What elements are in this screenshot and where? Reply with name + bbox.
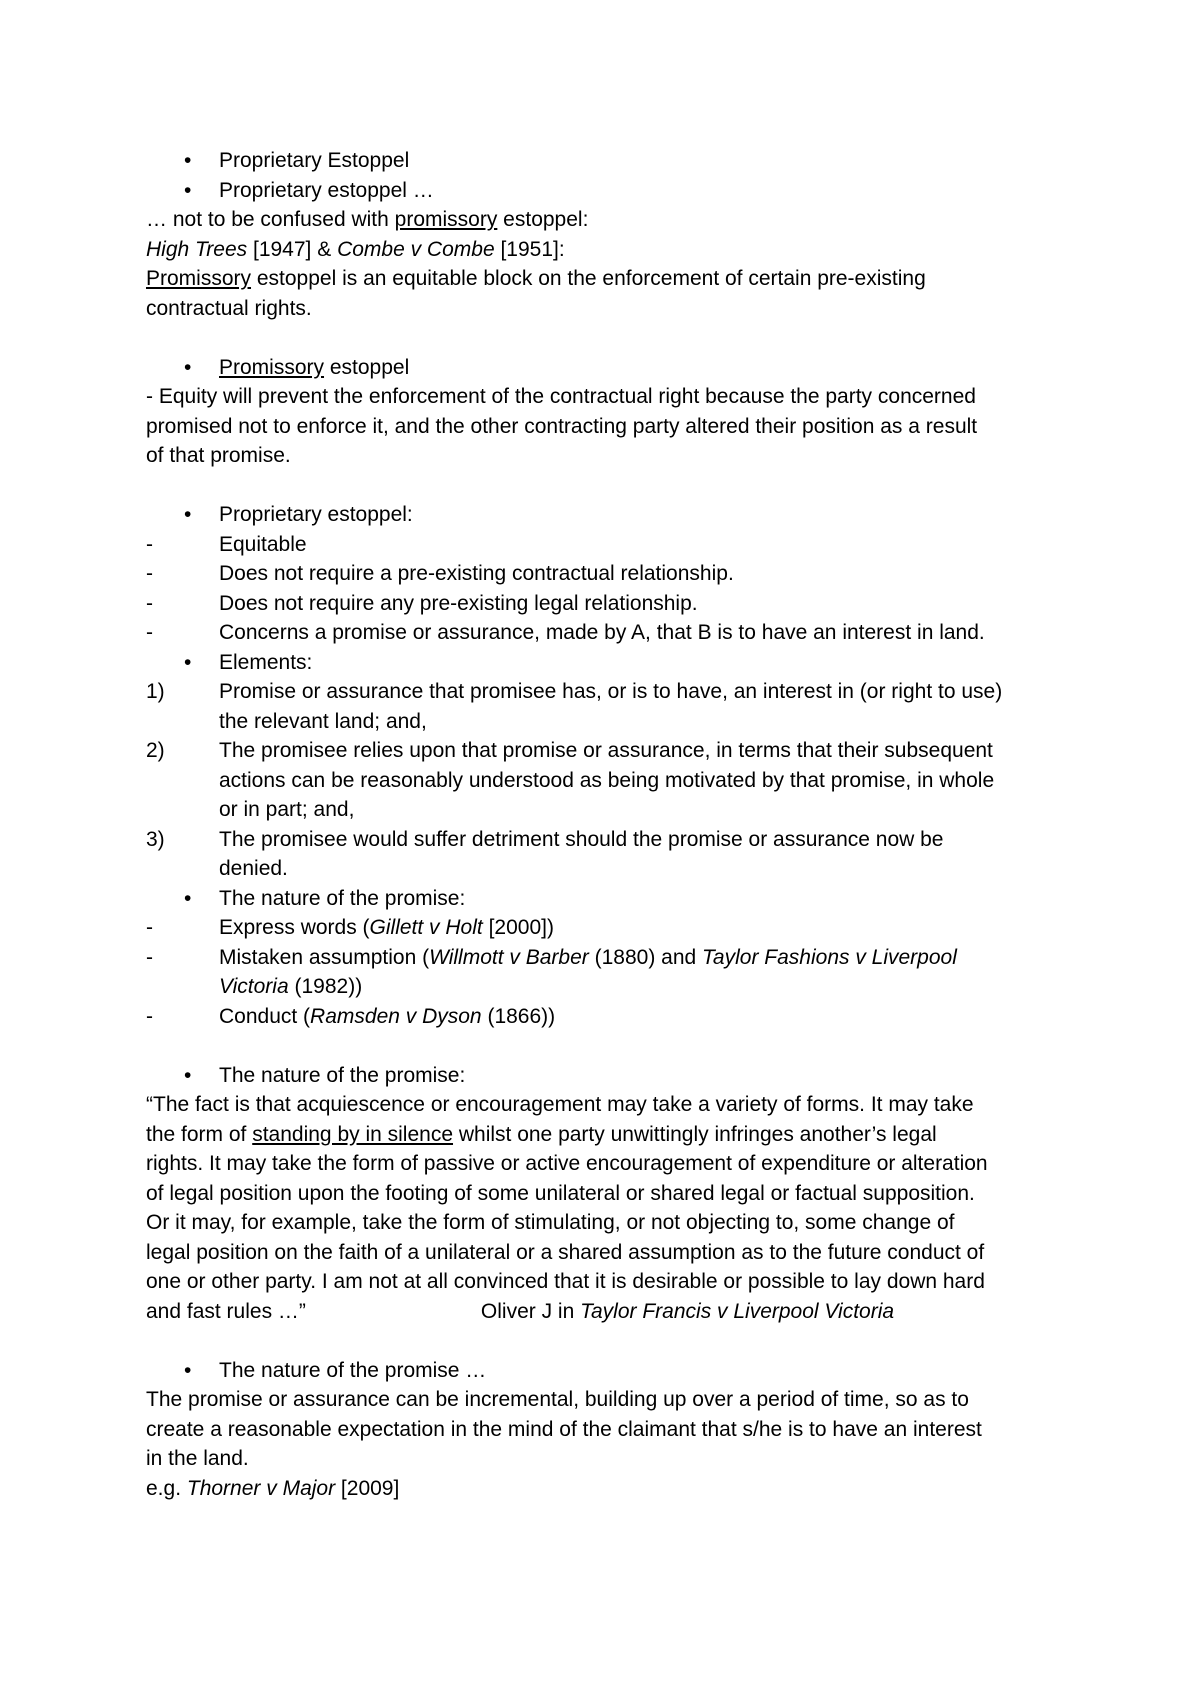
dash-mark: - [146, 1004, 153, 1028]
bullet-text: The nature of the promise: [219, 886, 466, 910]
numbered-item-continuation [146, 707, 1066, 737]
item-text: or in part; and, [219, 798, 355, 821]
bullet-item [146, 1061, 1066, 1091]
bullet-text: Proprietary estoppel: [219, 503, 413, 526]
blank-line [146, 323, 1066, 353]
bullet-mark: • [184, 1063, 192, 1087]
paragraph-line [146, 264, 1066, 294]
dash-mark: - [146, 621, 153, 644]
text: and fast rules …” [146, 1299, 306, 1323]
blank-line [146, 471, 1066, 501]
dash-item [146, 1002, 1066, 1032]
item-text: Promise or assurance that promisee has, or is to have, an interest in (or right to use) [219, 680, 1003, 703]
dash-item [146, 530, 1066, 560]
numbered-item [146, 677, 1066, 707]
bullet-item [146, 146, 1066, 176]
case-name: Ramsden v Dyson [310, 1004, 482, 1028]
numbered-item-continuation [146, 854, 1066, 884]
bullet-text: Elements: [219, 650, 313, 674]
case-name: Willmott v Barber [429, 945, 589, 969]
text: (1880) and [588, 945, 703, 969]
bullet-item [146, 1356, 1066, 1386]
bullet-mark: • [184, 355, 192, 379]
case-name: Thorner v Major [186, 1476, 336, 1500]
item-number: 2) [146, 739, 165, 762]
paragraph-line [146, 235, 1066, 265]
dash-item [146, 618, 1066, 648]
case-name: Gillett v Holt [369, 916, 483, 939]
case-name: Victoria [219, 975, 289, 998]
dash-mark: - [146, 945, 153, 969]
text: Mistaken assumption ( [219, 945, 430, 969]
numbered-item [146, 825, 1066, 855]
numbered-item [146, 736, 1066, 766]
paragraph-line: in the land. [146, 1447, 249, 1470]
text: whilst one party unwittingly infringes another’s legal [453, 1122, 937, 1146]
quote-line: of legal position upon the footing of some unilateral or shared legal or factual supposition. [146, 1181, 975, 1205]
bullet-text: Proprietary Estoppel [219, 149, 410, 172]
paragraph-line: create a reasonable expectation in the mind of the claimant that s/he is to have an interest [146, 1417, 982, 1441]
text: [1951]: [494, 237, 565, 261]
item-text: actions can be reasonably understood as being motivated by that promise, in whole [219, 768, 995, 792]
bullet-mark: • [184, 149, 192, 172]
bullet-mark: • [184, 1358, 192, 1382]
bullet-text: The nature of the promise: [219, 1063, 466, 1087]
bullet-mark: • [184, 503, 192, 526]
paragraph-line: The promise or assurance can be incremental, building up over a period of time, so as to [146, 1388, 969, 1411]
bullet-mark: • [184, 886, 192, 910]
paragraph-line: of that promise. [146, 444, 291, 467]
quote-attribution [481, 1297, 894, 1327]
paragraph-line: contractual rights. [146, 296, 312, 320]
quote-line [146, 1297, 1066, 1327]
quote-line: “The fact is that acquiescence or encouragement may take a variety of forms. It may take [146, 1093, 974, 1116]
dash-item [146, 943, 1066, 973]
text: [1947] & [247, 237, 338, 261]
bullet-text: The nature of the promise … [219, 1358, 487, 1382]
quote-line: Or it may, for example, take the form of stimulating, or not objecting to, some change of [146, 1211, 955, 1234]
dash-text: Equitable [219, 532, 307, 556]
text: Express words ( [219, 916, 370, 939]
underlined-text: promissory [394, 208, 498, 231]
blank-line [146, 1031, 1066, 1061]
dash-item [146, 913, 1066, 943]
paragraph-line [146, 205, 1066, 235]
case-name: Combe v Combe [337, 237, 495, 261]
numbered-item-continuation [146, 795, 1066, 825]
text: estoppel is an equitable block on the enforcement of certain pre-existing [251, 267, 926, 290]
dash-text: Does not require a pre-existing contractual relationship. [219, 562, 734, 585]
bullet-item [146, 500, 1066, 530]
text: (1982)) [288, 975, 363, 998]
bullet-item [146, 648, 1066, 678]
underlined-text: standing by in silence [252, 1122, 454, 1146]
bullet-mark: • [184, 178, 192, 202]
paragraph-line: promised not to enforce it, and the other contracting party altered their position as a result [146, 414, 978, 438]
item-text: the relevant land; and, [219, 709, 427, 733]
quote-line: one or other party. I am not at all convinced that it is desirable or possible to lay down hard [146, 1270, 985, 1293]
bullet-item [146, 353, 1066, 383]
quote-line: legal position on the faith of a unilateral or a shared assumption as to the future conduct of [146, 1240, 985, 1264]
numbered-item-continuation [146, 766, 1066, 796]
blank-line [146, 1326, 1066, 1356]
paragraph-line [146, 1474, 1066, 1504]
dash-text: Concerns a promise or assurance, made by A, that B is to have an interest in land. [219, 621, 985, 644]
text: e.g. [146, 1476, 187, 1500]
text: [2009] [335, 1476, 400, 1500]
dash-mark: - [146, 916, 153, 939]
case-name: Taylor Francis v Liverpool Victoria [580, 1299, 895, 1323]
bullet-mark: • [184, 650, 192, 674]
item-text: denied. [219, 857, 288, 880]
case-name: High Trees [146, 237, 248, 261]
dash-mark: - [146, 532, 153, 556]
text: (1866)) [481, 1004, 556, 1028]
item-number: 3) [146, 827, 165, 851]
item-text: The promisee relies upon that promise or assurance, in terms that their subsequent [219, 739, 993, 762]
text: [2000]) [482, 916, 554, 939]
quote-line [146, 1120, 1066, 1150]
dash-mark: - [146, 591, 153, 615]
dash-item-continuation [146, 972, 1066, 1002]
document-body [146, 146, 1066, 1503]
quote-line: rights. It may take the form of passive or active encouragement of expenditure or alteration [146, 1152, 988, 1175]
text: … not to be confused with [146, 208, 395, 231]
dash-mark: - [146, 562, 153, 585]
dash-item [146, 589, 1066, 619]
text: estoppel: [497, 208, 589, 231]
bullet-text: estoppel [324, 355, 410, 379]
paragraph-line: - Equity will prevent the enforcement of the contractual right because the party concerned [146, 385, 976, 408]
bullet-item [146, 884, 1066, 914]
bullet-item [146, 176, 1066, 206]
text: the form of [146, 1122, 253, 1146]
item-number: 1) [146, 680, 165, 703]
text: Oliver J in [480, 1299, 581, 1323]
case-name: Taylor Fashions v Liverpool [702, 945, 957, 969]
text: Conduct ( [219, 1004, 311, 1028]
item-text: The promisee would suffer detriment should the promise or assurance now be [219, 827, 944, 851]
underlined-text: Promissory [146, 267, 252, 290]
dash-item [146, 559, 1066, 589]
underlined-text: Promissory [219, 355, 325, 379]
bullet-text: Proprietary estoppel … [219, 178, 434, 202]
dash-text: Does not require any pre-existing legal relationship. [219, 591, 698, 615]
